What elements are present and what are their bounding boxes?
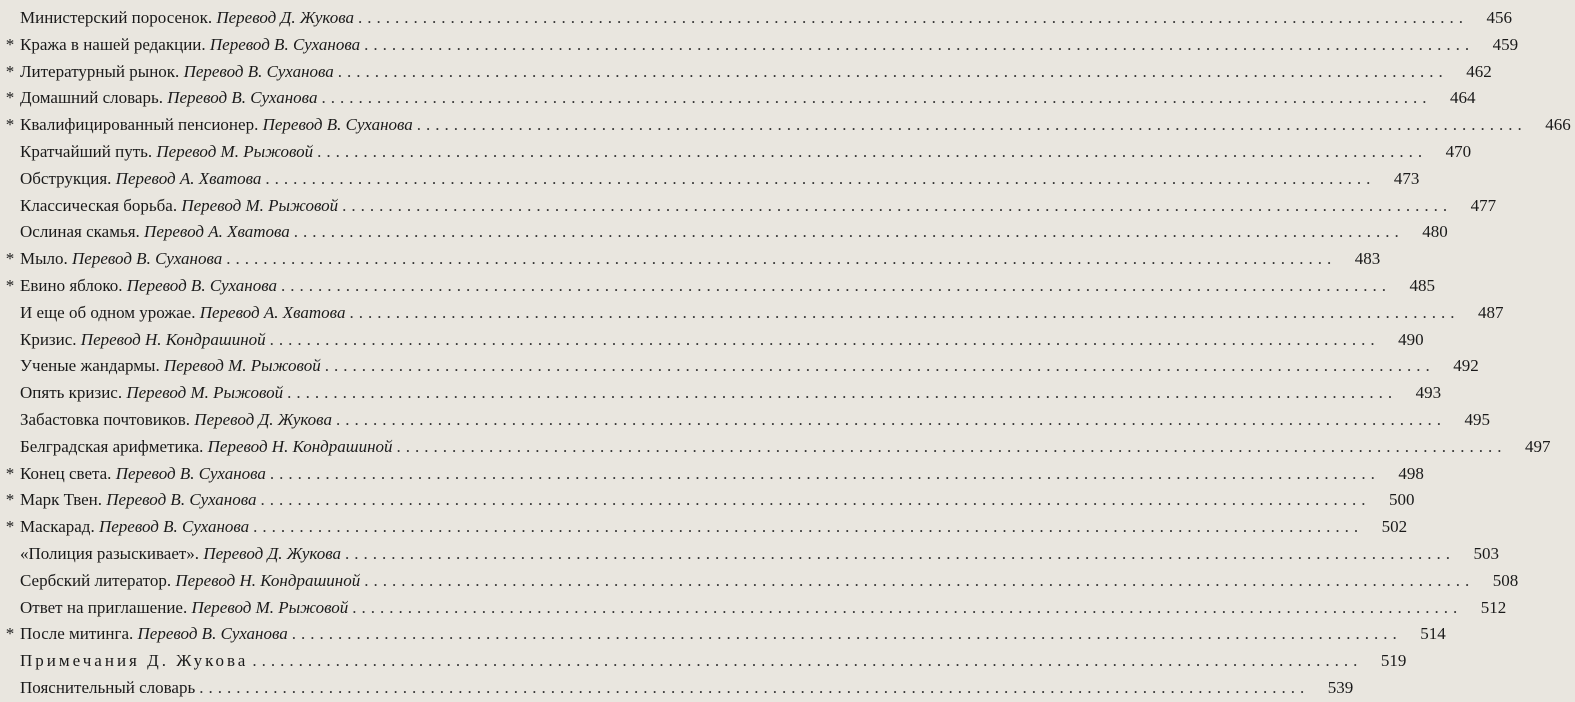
toc-entry bbox=[0, 567, 1519, 595]
dot-leader: ........................................................................................................................ bbox=[265, 168, 1376, 188]
dot-leader: ........................................................................................................................ bbox=[364, 34, 1475, 54]
entry-title: После митинга. bbox=[20, 624, 134, 644]
new-translation-marker: * bbox=[5, 61, 15, 81]
toc-entry bbox=[0, 647, 1407, 675]
entry-translator: Перевод А. Хватова bbox=[144, 222, 290, 242]
page-number: 464 bbox=[1449, 88, 1476, 108]
entry-title: Классическая борьба. bbox=[20, 195, 178, 215]
page-number: 483 bbox=[1354, 249, 1381, 269]
page-number: 514 bbox=[1420, 624, 1446, 644]
toc-entry bbox=[0, 31, 1519, 59]
dot-leader: ........................................................................................................................ bbox=[324, 356, 1435, 376]
entry-translator: Перевод Н. Кондрашиной bbox=[175, 570, 361, 590]
page-number: 480 bbox=[1422, 222, 1448, 242]
new-translation-marker: * bbox=[5, 463, 15, 483]
toc-entry bbox=[0, 433, 1551, 461]
entry-translator: Перевод М. Рыжовой bbox=[163, 356, 321, 376]
toc-entry bbox=[0, 594, 1507, 622]
entry-title: Кража в нашей редакции. bbox=[20, 34, 206, 54]
dot-leader: ........................................................................................................................ bbox=[321, 88, 1432, 108]
entry-translator: Перевод М. Рыжовой bbox=[191, 597, 349, 617]
dot-leader: ........................................................................................................................ bbox=[287, 383, 1398, 403]
page-number: 519 bbox=[1380, 651, 1407, 671]
toc-entry bbox=[0, 674, 1354, 702]
toc-entry bbox=[0, 84, 1476, 112]
dot-leader: ........................................................................................................................ bbox=[293, 222, 1404, 242]
entry-translator: Перевод Д. Жукова bbox=[203, 544, 341, 563]
entry-title: Домашний словарь. bbox=[20, 88, 163, 108]
entry-title: Ослиная скамья. bbox=[20, 222, 140, 242]
dot-leader: ........................................................................................................................ bbox=[281, 276, 1391, 295]
page-number: 495 bbox=[1464, 410, 1490, 429]
entry-title: Мыло. bbox=[20, 249, 68, 269]
dot-leader: ........................................................................................................................ bbox=[253, 517, 1364, 537]
page-number: 490 bbox=[1398, 329, 1424, 349]
page-number: 462 bbox=[1466, 61, 1492, 81]
dot-leader: ........................................................................................................................ bbox=[252, 651, 1363, 671]
entry-translator: Перевод Н. Кондрашиной bbox=[80, 329, 266, 349]
entry-title: Пояснительный словарь bbox=[20, 678, 196, 697]
toc-entry bbox=[0, 4, 1513, 32]
dot-leader: ........................................................................................................................ bbox=[344, 544, 1455, 563]
entry-translator: Перевод М. Рыжовой bbox=[156, 142, 314, 161]
toc-entry bbox=[0, 460, 1424, 488]
entry-translator: Перевод В. Суханова bbox=[98, 517, 250, 537]
dot-leader: ........................................................................................................................ bbox=[342, 195, 1453, 215]
dot-leader: ........................................................................................................................ bbox=[364, 570, 1475, 590]
toc-entry bbox=[0, 111, 1571, 139]
new-translation-marker: * bbox=[5, 34, 15, 54]
toc-entry bbox=[0, 218, 1448, 246]
entry-title: Марк Твен. bbox=[20, 490, 103, 510]
toc-entry bbox=[0, 513, 1408, 541]
entry-title: Ученые жандармы. bbox=[20, 356, 160, 376]
entry-title: И еще об одном урожае. bbox=[20, 302, 196, 322]
entry-translator: Перевод В. Суханова bbox=[106, 490, 257, 510]
page-number: 500 bbox=[1389, 490, 1415, 510]
page-number: 512 bbox=[1480, 597, 1507, 617]
entry-translator: Перевод В. Суханова bbox=[126, 276, 277, 295]
dot-leader: ........................................................................................................................ bbox=[337, 61, 1448, 81]
dot-leader: ........................................................................................................................ bbox=[260, 490, 1371, 510]
new-translation-marker: * bbox=[5, 249, 15, 269]
entry-translator: Перевод В. Суханова bbox=[167, 88, 318, 108]
page-number: 498 bbox=[1398, 463, 1424, 483]
dot-leader: ........................................................................................................................ bbox=[317, 142, 1428, 161]
entry-translator: Перевод В. Суханова bbox=[72, 249, 223, 269]
page-number: 492 bbox=[1453, 356, 1479, 376]
page-number: 473 bbox=[1393, 168, 1420, 188]
toc-entry bbox=[0, 165, 1420, 193]
dot-leader: ........................................................................................................................ bbox=[416, 115, 1527, 135]
toc-entry bbox=[0, 245, 1381, 273]
dot-leader: ........................................................................................................................ bbox=[358, 8, 1469, 27]
new-translation-marker: * bbox=[5, 624, 15, 644]
new-translation-marker: * bbox=[5, 88, 15, 108]
page-number: 497 bbox=[1525, 436, 1551, 456]
toc-entry bbox=[0, 299, 1504, 327]
dot-leader: ........................................................................................................................ bbox=[269, 463, 1380, 483]
toc-entry bbox=[0, 192, 1497, 220]
entry-title: Белградская арифметика. bbox=[20, 436, 204, 456]
page-number: 470 bbox=[1445, 142, 1472, 161]
toc-entry bbox=[0, 406, 1490, 434]
entry-title: Забастовка почтовиков. bbox=[20, 410, 191, 429]
dot-leader: ........................................................................................................................ bbox=[335, 410, 1446, 429]
toc-entry bbox=[0, 379, 1442, 407]
entry-translator: Перевод В. Суханова bbox=[137, 624, 288, 644]
entry-title: Опять кризис. bbox=[20, 383, 123, 403]
entry-title: Примечания Д. Жукова bbox=[20, 651, 249, 671]
dot-leader: ........................................................................................................................ bbox=[269, 329, 1380, 349]
entry-translator: Перевод В. Суханова bbox=[262, 115, 413, 135]
entry-translator: Перевод А. Хватова bbox=[199, 302, 346, 322]
toc-entry bbox=[0, 272, 1435, 300]
entry-title: Кризис. bbox=[20, 329, 77, 349]
entry-translator: Перевод В. Суханова bbox=[115, 463, 266, 483]
page-number: 508 bbox=[1492, 570, 1519, 590]
entry-title: Кратчайший путь. bbox=[20, 142, 153, 161]
toc-entry bbox=[0, 352, 1479, 380]
entry-title: Ответ на приглашение. bbox=[20, 597, 188, 617]
toc-entry bbox=[0, 58, 1492, 86]
page-number: 477 bbox=[1470, 195, 1497, 215]
dot-leader: ........................................................................................................................ bbox=[349, 302, 1460, 322]
toc-entry bbox=[0, 620, 1446, 648]
entry-title: Конец света. bbox=[20, 463, 112, 483]
entry-translator: Перевод Н. Кондрашиной bbox=[207, 436, 393, 456]
entry-title: Маскарад. bbox=[20, 517, 95, 537]
page-number: 493 bbox=[1415, 383, 1442, 403]
new-translation-marker: * bbox=[5, 276, 15, 295]
entry-title: Евино яблоко. bbox=[20, 276, 123, 295]
entry-translator: Перевод М. Рыжовой bbox=[181, 195, 339, 215]
entry-translator: Перевод М. Рыжовой bbox=[126, 383, 284, 403]
entry-title: Сербский литератор. bbox=[20, 570, 172, 590]
entry-title: Квалифицированный пенсионер. bbox=[20, 115, 259, 135]
entry-translator: Перевод Д. Жукова bbox=[216, 8, 355, 27]
dot-leader: ........................................................................................................................ bbox=[352, 597, 1463, 617]
entry-translator: Перевод Д. Жукова bbox=[194, 410, 332, 429]
entry-title: Обструкция. bbox=[20, 168, 112, 188]
page-number: 459 bbox=[1492, 34, 1519, 54]
entry-title: «Полиция разыскивает». bbox=[20, 544, 200, 563]
page-number: 485 bbox=[1409, 276, 1435, 295]
page-number: 487 bbox=[1477, 302, 1504, 322]
dot-leader: ........................................................................................................................ bbox=[291, 624, 1402, 644]
dot-leader: ........................................................................................................................ bbox=[226, 249, 1337, 269]
page-number: 503 bbox=[1473, 544, 1499, 563]
page-number: 466 bbox=[1545, 115, 1571, 135]
entry-translator: Перевод В. Суханова bbox=[183, 61, 334, 81]
page-number: 456 bbox=[1486, 8, 1513, 27]
page-number: 539 bbox=[1327, 678, 1354, 697]
entry-translator: Перевод А. Хватова bbox=[115, 168, 262, 188]
entry-title: Министерский поросенок. bbox=[20, 8, 213, 27]
toc-entry bbox=[0, 540, 1499, 568]
entry-translator: Перевод В. Суханова bbox=[209, 34, 361, 54]
page-number: 502 bbox=[1381, 517, 1408, 537]
new-translation-marker: * bbox=[5, 490, 15, 510]
dot-leader: ........................................................................................................................ bbox=[199, 678, 1310, 697]
toc-entry bbox=[0, 138, 1472, 166]
toc-entry bbox=[0, 486, 1415, 514]
new-translation-marker: * bbox=[5, 115, 15, 135]
new-translation-marker: * bbox=[5, 517, 15, 537]
toc-entry bbox=[0, 326, 1424, 354]
entry-title: Литературный рынок. bbox=[20, 61, 180, 81]
dot-leader: ........................................................................................................................ bbox=[396, 436, 1507, 456]
